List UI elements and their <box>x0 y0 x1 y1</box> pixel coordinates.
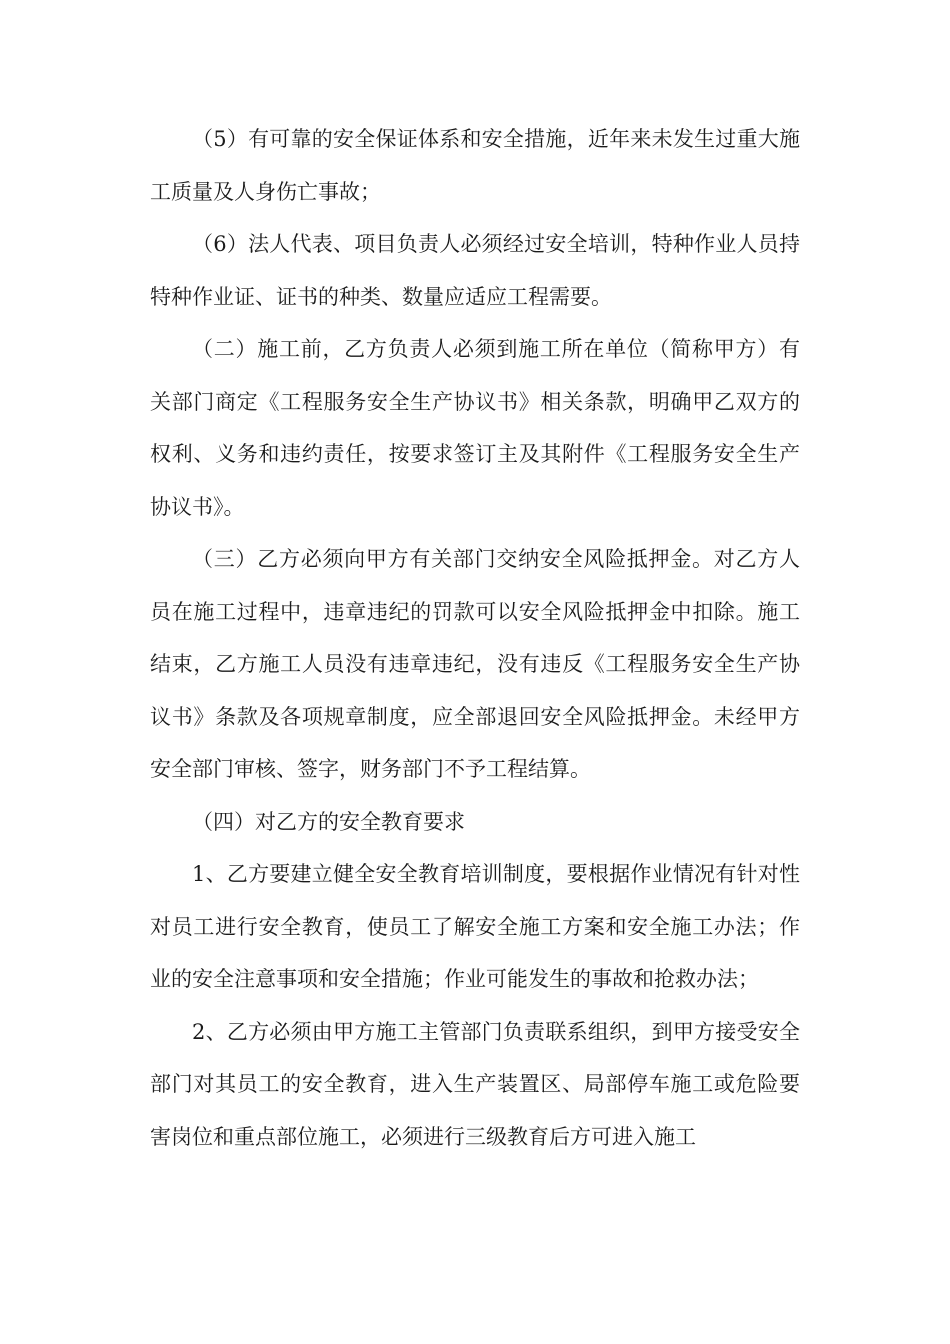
paragraph-deposit: （三）乙方必须向甲方有关部门交纳安全风险抵押金。对乙方人员在施工过程中，违章违纪的罚款可以安全风险抵押金中扣除。施工结束，乙方施工人员没有违章违纪，没有违反《工程服务安全生产协议书》条款及各项规章制度，应全部退回安全风险抵押金。未经甲方安全部门审核、签字，财务部门不予工程结算。 <box>150 547 800 781</box>
paragraph-training: （6）法人代表、项目负责人必须经过安全培训，特种作业人员持特种作业证、证书的种类、数量应适应工程需要。 <box>150 232 800 309</box>
paragraph-agreement: （二）施工前，乙方负责人必须到施工所在单位（简称甲方）有关部门商定《工程服务安全生产协议书》相关条款，明确甲乙双方的权利、义务和违约责任，按要求签订主及其附件《工程服务安全生产协议书》。 <box>150 337 800 519</box>
paragraph-safety-system: （5）有可靠的安全保证体系和安全措施，近年来未发生过重大施工质量及人身伤亡事故； <box>150 127 800 204</box>
paragraph-education-system: 1、乙方要建立健全安全教育培训制度，要根据作业情况有针对性对员工进行安全教育，使员工了解安全施工方案和安全施工办法；作业的安全注意事项和安全措施；作业可能发生的事故和抢救办法； <box>150 862 800 991</box>
section-heading-education: （四）对乙方的安全教育要求 <box>192 809 465 834</box>
paragraph-education-organization: 2、乙方必须由甲方施工主管部门负责联系组织，到甲方接受安全部门对其员工的安全教育，进入生产装置区、局部停车施工或危险要害岗位和重点部位施工，必须进行三级教育后方可进入施工 <box>150 1019 800 1149</box>
document-body <box>150 113 800 1163</box>
